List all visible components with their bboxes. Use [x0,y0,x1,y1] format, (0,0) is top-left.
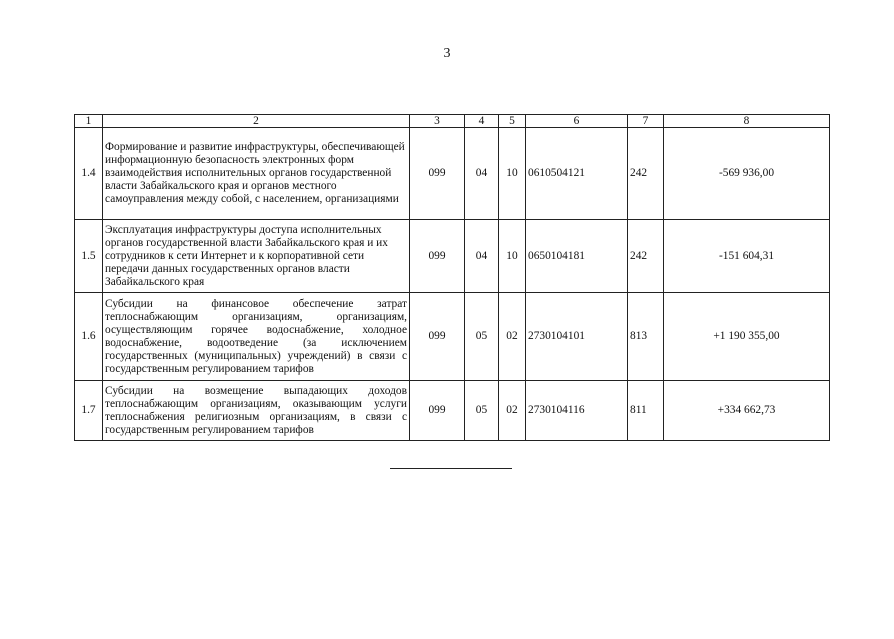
table-row [75,381,830,441]
header-cell: 6 [526,115,628,128]
row-amount: -569 936,00 [664,128,830,220]
header-cell: 2 [103,115,410,128]
row-code-3: 099 [410,381,465,441]
row-number: 1.6 [75,293,103,381]
row-code-7: 242 [628,220,664,293]
row-number: 1.7 [75,381,103,441]
table-row [75,293,830,381]
table-header-row [75,115,830,128]
row-code-4: 05 [465,381,499,441]
row-code-3: 099 [410,220,465,293]
row-description: Эксплуатация инфраструктуры доступа исполнительных органов государственной власти Забайкальского края и их сотрудников к сети Интернет и к корпоративной сети передачи данных государственных органов власти Забайкальского края [103,220,410,293]
row-description: Субсидии на возмещение выпадающих доходов теплоснабжающим организациям, оказывающим услуги теплоснабжения религиозным организациям, в связи с государственным регулированием тарифов [103,381,410,441]
row-description: Формирование и развитие инфраструктуры, обеспечивающей информационную безопасность электронных форм взаимодействия исполнительных органов государственной власти Забайкальского края и органов местного самоуправления между собой, с населением, организациями [103,128,410,220]
header-cell: 8 [664,115,830,128]
row-code-7: 813 [628,293,664,381]
row-number: 1.4 [75,128,103,220]
header-cell: 7 [628,115,664,128]
row-code-5: 02 [499,293,526,381]
row-code-6: 2730104116 [526,381,628,441]
row-amount: -151 604,31 [664,220,830,293]
row-code-5: 02 [499,381,526,441]
header-cell: 3 [410,115,465,128]
table-row [75,220,830,293]
row-code-7: 242 [628,128,664,220]
row-description: Субсидии на финансовое обеспечение затрат теплоснабжающим организациям, организациям, осуществляющим горячее водоснабжение, холодное водоснабжение, водоотведение (за исключением государственных (муниципальных) учреждений) в связи с государственным регулированием тарифов [103,293,410,381]
closing-rule [390,468,512,469]
row-code-4: 05 [465,293,499,381]
row-code-5: 10 [499,128,526,220]
row-code-3: 099 [410,293,465,381]
row-code-6: 2730104101 [526,293,628,381]
row-amount: +334 662,73 [664,381,830,441]
header-cell: 1 [75,115,103,128]
header-cell: 4 [465,115,499,128]
row-code-4: 04 [465,128,499,220]
row-code-6: 0610504121 [526,128,628,220]
row-code-4: 04 [465,220,499,293]
row-code-6: 0650104181 [526,220,628,293]
row-amount: +1 190 355,00 [664,293,830,381]
header-cell: 5 [499,115,526,128]
budget-table [74,114,830,441]
row-code-7: 811 [628,381,664,441]
row-code-5: 10 [499,220,526,293]
row-code-3: 099 [410,128,465,220]
row-number: 1.5 [75,220,103,293]
page-number: 3 [443,46,451,61]
table-row [75,128,830,220]
